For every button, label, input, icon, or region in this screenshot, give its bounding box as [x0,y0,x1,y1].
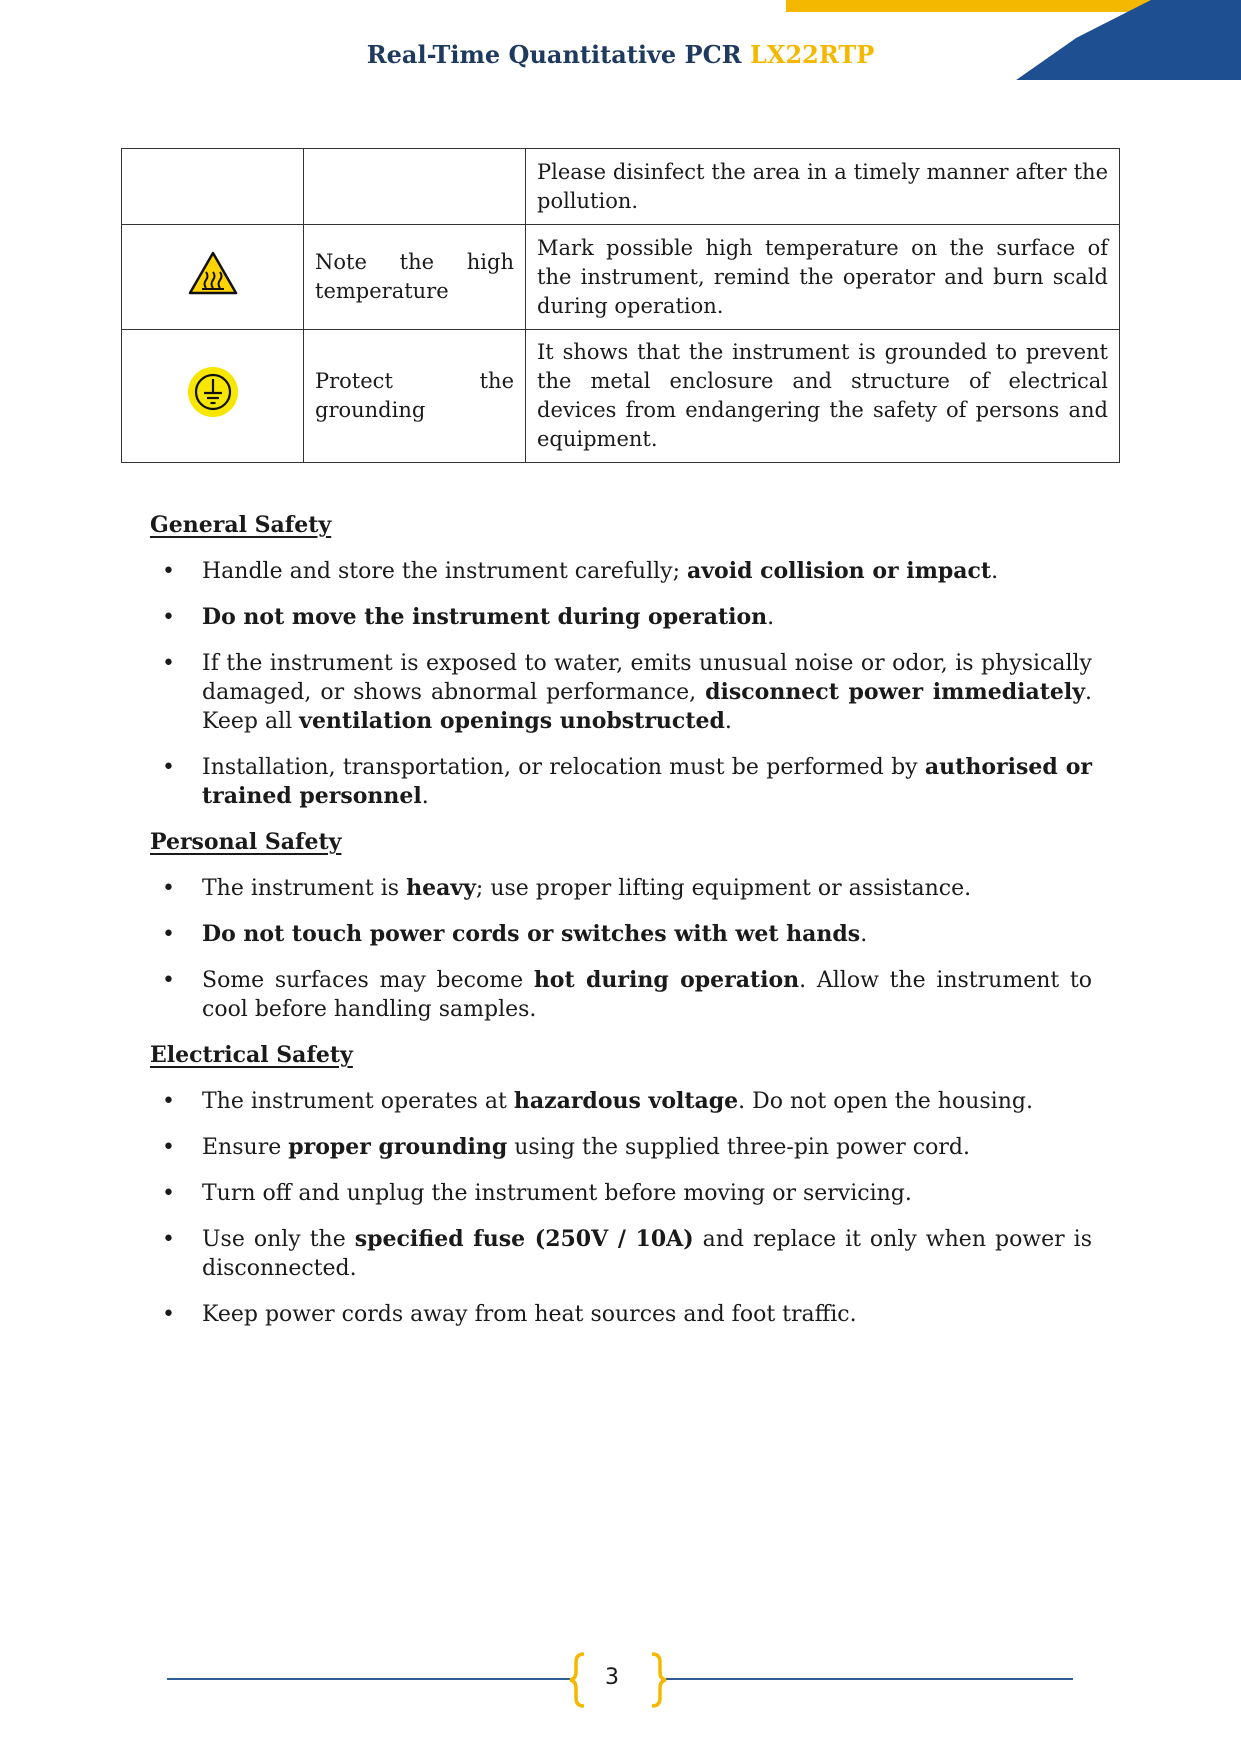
symbol-description-cell: Please disinfect the area in a timely manner after the pollution. [526,149,1120,225]
general-safety-heading: General Safety [150,512,332,538]
symbol-name-line: Note the high [315,250,514,274]
emphasis-text: hazardous voltage [513,1088,739,1114]
item-text: Installation, transportation, or relocation must be performed by [202,755,925,780]
emphasis-text: proper grounding [288,1134,508,1160]
item-text: Handle and store the instrument carefully; [202,559,687,584]
list-item [150,1300,1092,1329]
item-text: ; use proper lifting equipment or assistance. [475,876,972,901]
safety-content [150,511,1092,1346]
emphasis-text: avoid collision or impact [687,558,992,584]
list-item [150,1179,1092,1208]
emphasis-text: hot during operation [533,967,800,993]
list-item [150,920,1092,949]
page-header-title [0,40,1241,69]
item-text: The instrument is [202,876,407,901]
emphasis-text: heavy [406,875,476,901]
item-text: . [421,784,429,809]
item-text: . [991,559,999,584]
item-text: . Keep all [202,680,1092,734]
item-text: . Do not open the housing. [738,1089,1033,1114]
emphasis-text: authorised or trained personnel [202,754,1092,809]
list-item [150,1133,1092,1162]
item-text: using the supplied three-pin power cord. [507,1135,970,1160]
electrical-safety-list [150,1087,1092,1329]
hot-surface-warning-icon [187,250,239,296]
item-text: Keep power cords away from heat sources and foot traffic. [202,1302,857,1327]
electrical-safety-heading: Electrical Safety [150,1042,353,1068]
footer-left-brace [568,1652,588,1708]
item-text: If the instrument is exposed to water, emits unusual noise or odor, is physically damaged, or shows abnormal performance, [202,651,1092,705]
item-text: Some surfaces may become [202,968,534,993]
item-text: . [767,605,775,630]
item-text: Use only the [202,1227,355,1252]
table-row [122,149,1120,225]
item-text: . [860,922,868,947]
symbol-name-cell [304,330,526,463]
personal-safety-list [150,874,1092,1024]
list-item [150,603,1092,632]
list-item [150,557,1092,586]
item-text: Turn off and unplug the instrument before moving or servicing. [202,1181,912,1206]
item-text: . Allow the instrument to cool before handling samples. [202,968,1093,1022]
symbol-cell [122,330,304,463]
item-text: The instrument operates at [202,1089,514,1114]
symbol-name-cell [304,225,526,330]
list-item [150,966,1092,1024]
table-row [122,225,1120,330]
emphasis-text: Do not move the instrument during operation [202,604,768,630]
symbol-name-line: grounding [315,398,426,422]
general-safety-list [150,557,1092,811]
symbol-name-line: temperature [315,279,449,303]
symbol-name-cell [304,149,526,225]
symbol-description-cell: It shows that the instrument is grounded to prevent the metal enclosure and structure of electrical devices from endangering the safety of persons and equipment. [526,330,1120,463]
personal-safety-heading: Personal Safety [150,829,342,855]
header-product-name: Real-Time Quantitative PCR [366,40,742,69]
protective-earth-ground-icon [187,366,239,418]
item-text: . [724,709,732,734]
emphasis-text: specified fuse (250V / 10A) [354,1226,694,1252]
footer-rule-left [167,1678,572,1680]
symbol-description-cell: Mark possible high temperature on the surface of the instrument, remind the operator and burn scald during operation. [526,225,1120,330]
list-item [150,1225,1092,1283]
symbol-name-line: Protect the [315,369,514,393]
footer-rule-right [663,1678,1073,1680]
table-row [122,330,1120,463]
emphasis-text: Do not touch power cords or switches with wet hands [202,921,861,947]
emphasis-text: disconnect power immediately [705,679,1085,705]
emphasis-text: ventilation openings unobstructed [299,708,725,734]
list-item [150,874,1092,903]
safety-symbol-table [121,148,1120,463]
list-item [150,753,1092,811]
header-model-number: LX22RTP [749,40,875,69]
symbol-cell [122,225,304,330]
list-item [150,1087,1092,1116]
page-number: 3 [605,1665,619,1690]
item-text: and replace it only when power is disconnected. [202,1227,1092,1281]
list-item [150,649,1092,736]
footer-right-brace [648,1652,668,1708]
symbol-cell [122,149,304,225]
item-text: Ensure [202,1135,289,1160]
